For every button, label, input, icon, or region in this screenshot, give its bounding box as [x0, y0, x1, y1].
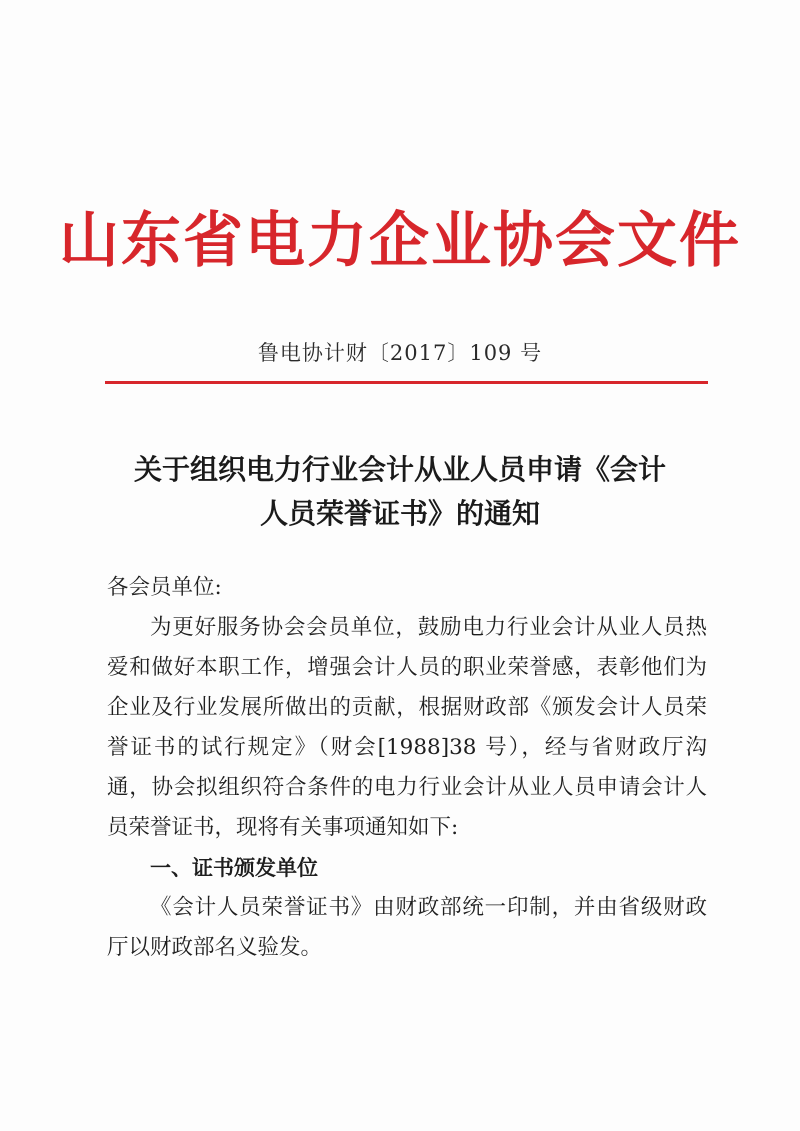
section-1-text: 《会计人员荣誉证书》由财政部统一印制，并由省级财政厅以财政部名义验发。	[107, 895, 707, 960]
section-1-heading: 一、证书颁发单位	[150, 856, 318, 880]
document-number: 鲁电协计财〔2017〕109 号	[257, 341, 543, 365]
document-body	[107, 568, 707, 968]
document-masthead: 山东省电力企业协会文件	[59, 206, 741, 276]
red-divider-line	[105, 381, 708, 384]
document-title	[95, 448, 705, 536]
document-title-line-2: 人员荣誉证书》的通知	[259, 497, 540, 530]
paragraph-intro: 为更好服务协会会员单位，鼓励电力行业会计从业人员热爱和做好本职工作，增强会计人员的职业荣誉感，表彰他们为企业及行业发展所做出的贡献，根据财政部《颁发会计人员荣誉证书的试行规定》（财会[1988]38 号），经与省财政厅沟通，协会拟组织符合条件的电力行业会计从业人员申请会计人员荣誉证书，现将有关事项通知如下:	[107, 615, 707, 840]
document-title-line-1: 关于组织电力行业会计从业人员申请《会计	[133, 453, 666, 486]
salutation: 各会员单位:	[107, 575, 222, 600]
